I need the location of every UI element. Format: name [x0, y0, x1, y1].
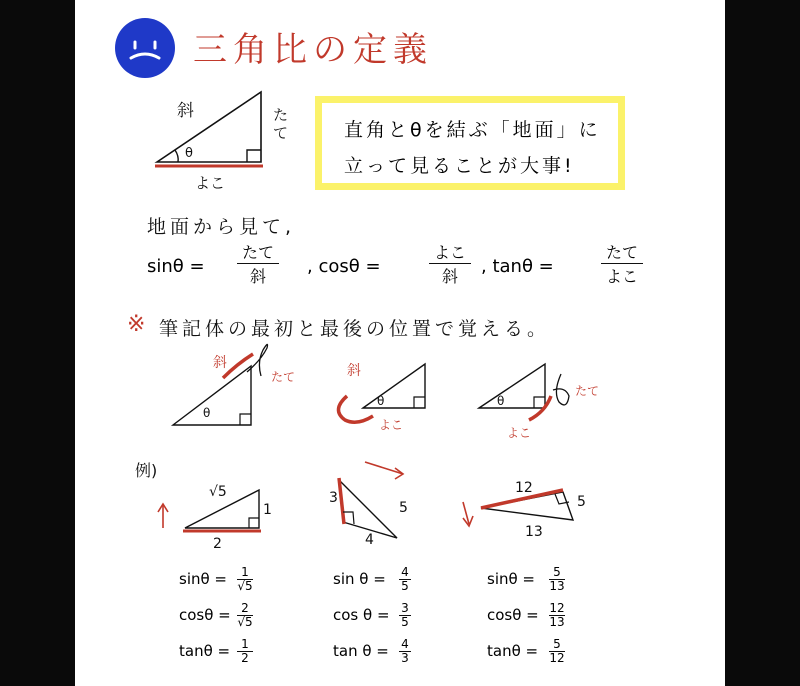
- ex1-tan: tanθ =: [179, 642, 231, 660]
- ex3-b: 5: [577, 494, 586, 510]
- note-text: 筆記体の最初と最後の位置で覚える。: [159, 318, 551, 340]
- ex1-cos-den: √5: [237, 615, 253, 629]
- mini-a-opp: たて: [271, 370, 296, 384]
- ex1-hyp: √5: [209, 484, 227, 500]
- cos-label: , cosθ =: [307, 256, 381, 277]
- ex2-sin-num: 4: [399, 566, 411, 580]
- ex3-a: 12: [515, 480, 533, 496]
- right-bezel: [725, 0, 800, 686]
- ex3-tan-den: 12: [549, 651, 565, 665]
- ex2-c: 4: [365, 532, 374, 548]
- tan-num: たて: [601, 240, 643, 264]
- ex2-cos-num: 3: [399, 602, 411, 616]
- ex3-tan-num: 5: [549, 638, 565, 652]
- tan-fraction: [601, 240, 643, 287]
- example-label: 例): [135, 461, 158, 480]
- ex2-tan-frac: [399, 638, 411, 665]
- mini-a-theta: θ: [203, 406, 211, 420]
- cos-num: よこ: [429, 240, 471, 264]
- ex1-sin-num: 1: [237, 566, 253, 580]
- ex3-sin-den: 13: [549, 579, 565, 593]
- ex3-tan: tanθ =: [487, 642, 539, 660]
- ex2-sin-frac: [399, 566, 411, 593]
- ex1-sin: sinθ =: [179, 570, 228, 588]
- ex3-tan-frac: [549, 638, 565, 665]
- ex2-cos: cos θ =: [333, 606, 390, 624]
- ex2-sin: sin θ =: [333, 570, 386, 588]
- ex1-cos-num: 2: [237, 602, 253, 616]
- ex2-tan: tan θ =: [333, 642, 389, 660]
- page-title: 三角比の定義: [193, 30, 433, 70]
- callout-line-2: 立って見ることが大事!: [344, 155, 575, 177]
- ex2-b: 5: [399, 500, 408, 516]
- callout-line-1: 直角とθを結ぶ「地面」に: [344, 119, 601, 141]
- tan-den: よこ: [605, 267, 638, 286]
- ex3-sin: sinθ =: [487, 570, 536, 588]
- example-triangle-2: [339, 462, 403, 538]
- callout-box: [315, 96, 625, 190]
- ex1-sin-frac: [237, 566, 253, 593]
- note-mark: ※: [127, 312, 146, 337]
- main-triangle: [155, 92, 263, 166]
- ex2-cos-den: 5: [401, 615, 409, 629]
- sin-num: たて: [237, 240, 279, 264]
- ex3-sin-num: 5: [549, 566, 565, 580]
- ex2-sin-den: 5: [401, 579, 409, 593]
- ex2-cos-frac: [399, 602, 411, 629]
- ex3-cos-num: 12: [549, 601, 565, 615]
- mini-triangle-c: [479, 364, 569, 420]
- ex3-cos: cosθ =: [487, 606, 539, 624]
- left-bezel: [0, 0, 75, 686]
- mini-c-adj: よこ: [507, 426, 532, 440]
- ex2-a: 3: [329, 490, 338, 506]
- ex3-cos-frac: [549, 602, 565, 629]
- ex2-tan-den: 3: [401, 651, 409, 665]
- ex3-sin-frac: [549, 566, 565, 593]
- mini-a-hyp: 斜: [213, 355, 227, 371]
- ex1-adj: 2: [213, 536, 222, 552]
- ex1-sin-den: √5: [237, 579, 253, 593]
- mini-b-adj: よこ: [379, 418, 404, 432]
- label-hyp: 斜: [177, 101, 194, 121]
- mini-b-hyp: 斜: [347, 363, 361, 379]
- tan-label: , tanθ =: [481, 256, 554, 277]
- ex2-tan-num: 4: [399, 638, 411, 652]
- ex3-c: 13: [525, 524, 543, 540]
- cos-fraction: [429, 240, 471, 287]
- cos-den: 斜: [441, 267, 458, 286]
- mini-c-theta: θ: [497, 394, 505, 408]
- note-page: [75, 0, 725, 686]
- label-opp: たて: [273, 106, 289, 142]
- ex1-tan-frac: [237, 638, 253, 665]
- mini-b-theta: θ: [377, 394, 385, 408]
- ex1-opp: 1: [263, 502, 272, 518]
- label-adj: よこ: [195, 174, 226, 192]
- mini-c-opp: たて: [575, 384, 600, 398]
- ex1-tan-num: 1: [237, 638, 253, 652]
- ex1-cos-frac: [237, 602, 253, 629]
- sin-den: 斜: [249, 267, 266, 286]
- ex1-cos: cosθ =: [179, 606, 231, 624]
- sin-fraction: [237, 240, 279, 287]
- ex1-tan-den: 2: [241, 651, 249, 665]
- from-ground-text: 地面から見て,: [147, 216, 296, 238]
- label-theta: θ: [185, 146, 193, 161]
- sin-label: sinθ =: [147, 256, 205, 277]
- ex3-cos-den: 13: [549, 615, 565, 629]
